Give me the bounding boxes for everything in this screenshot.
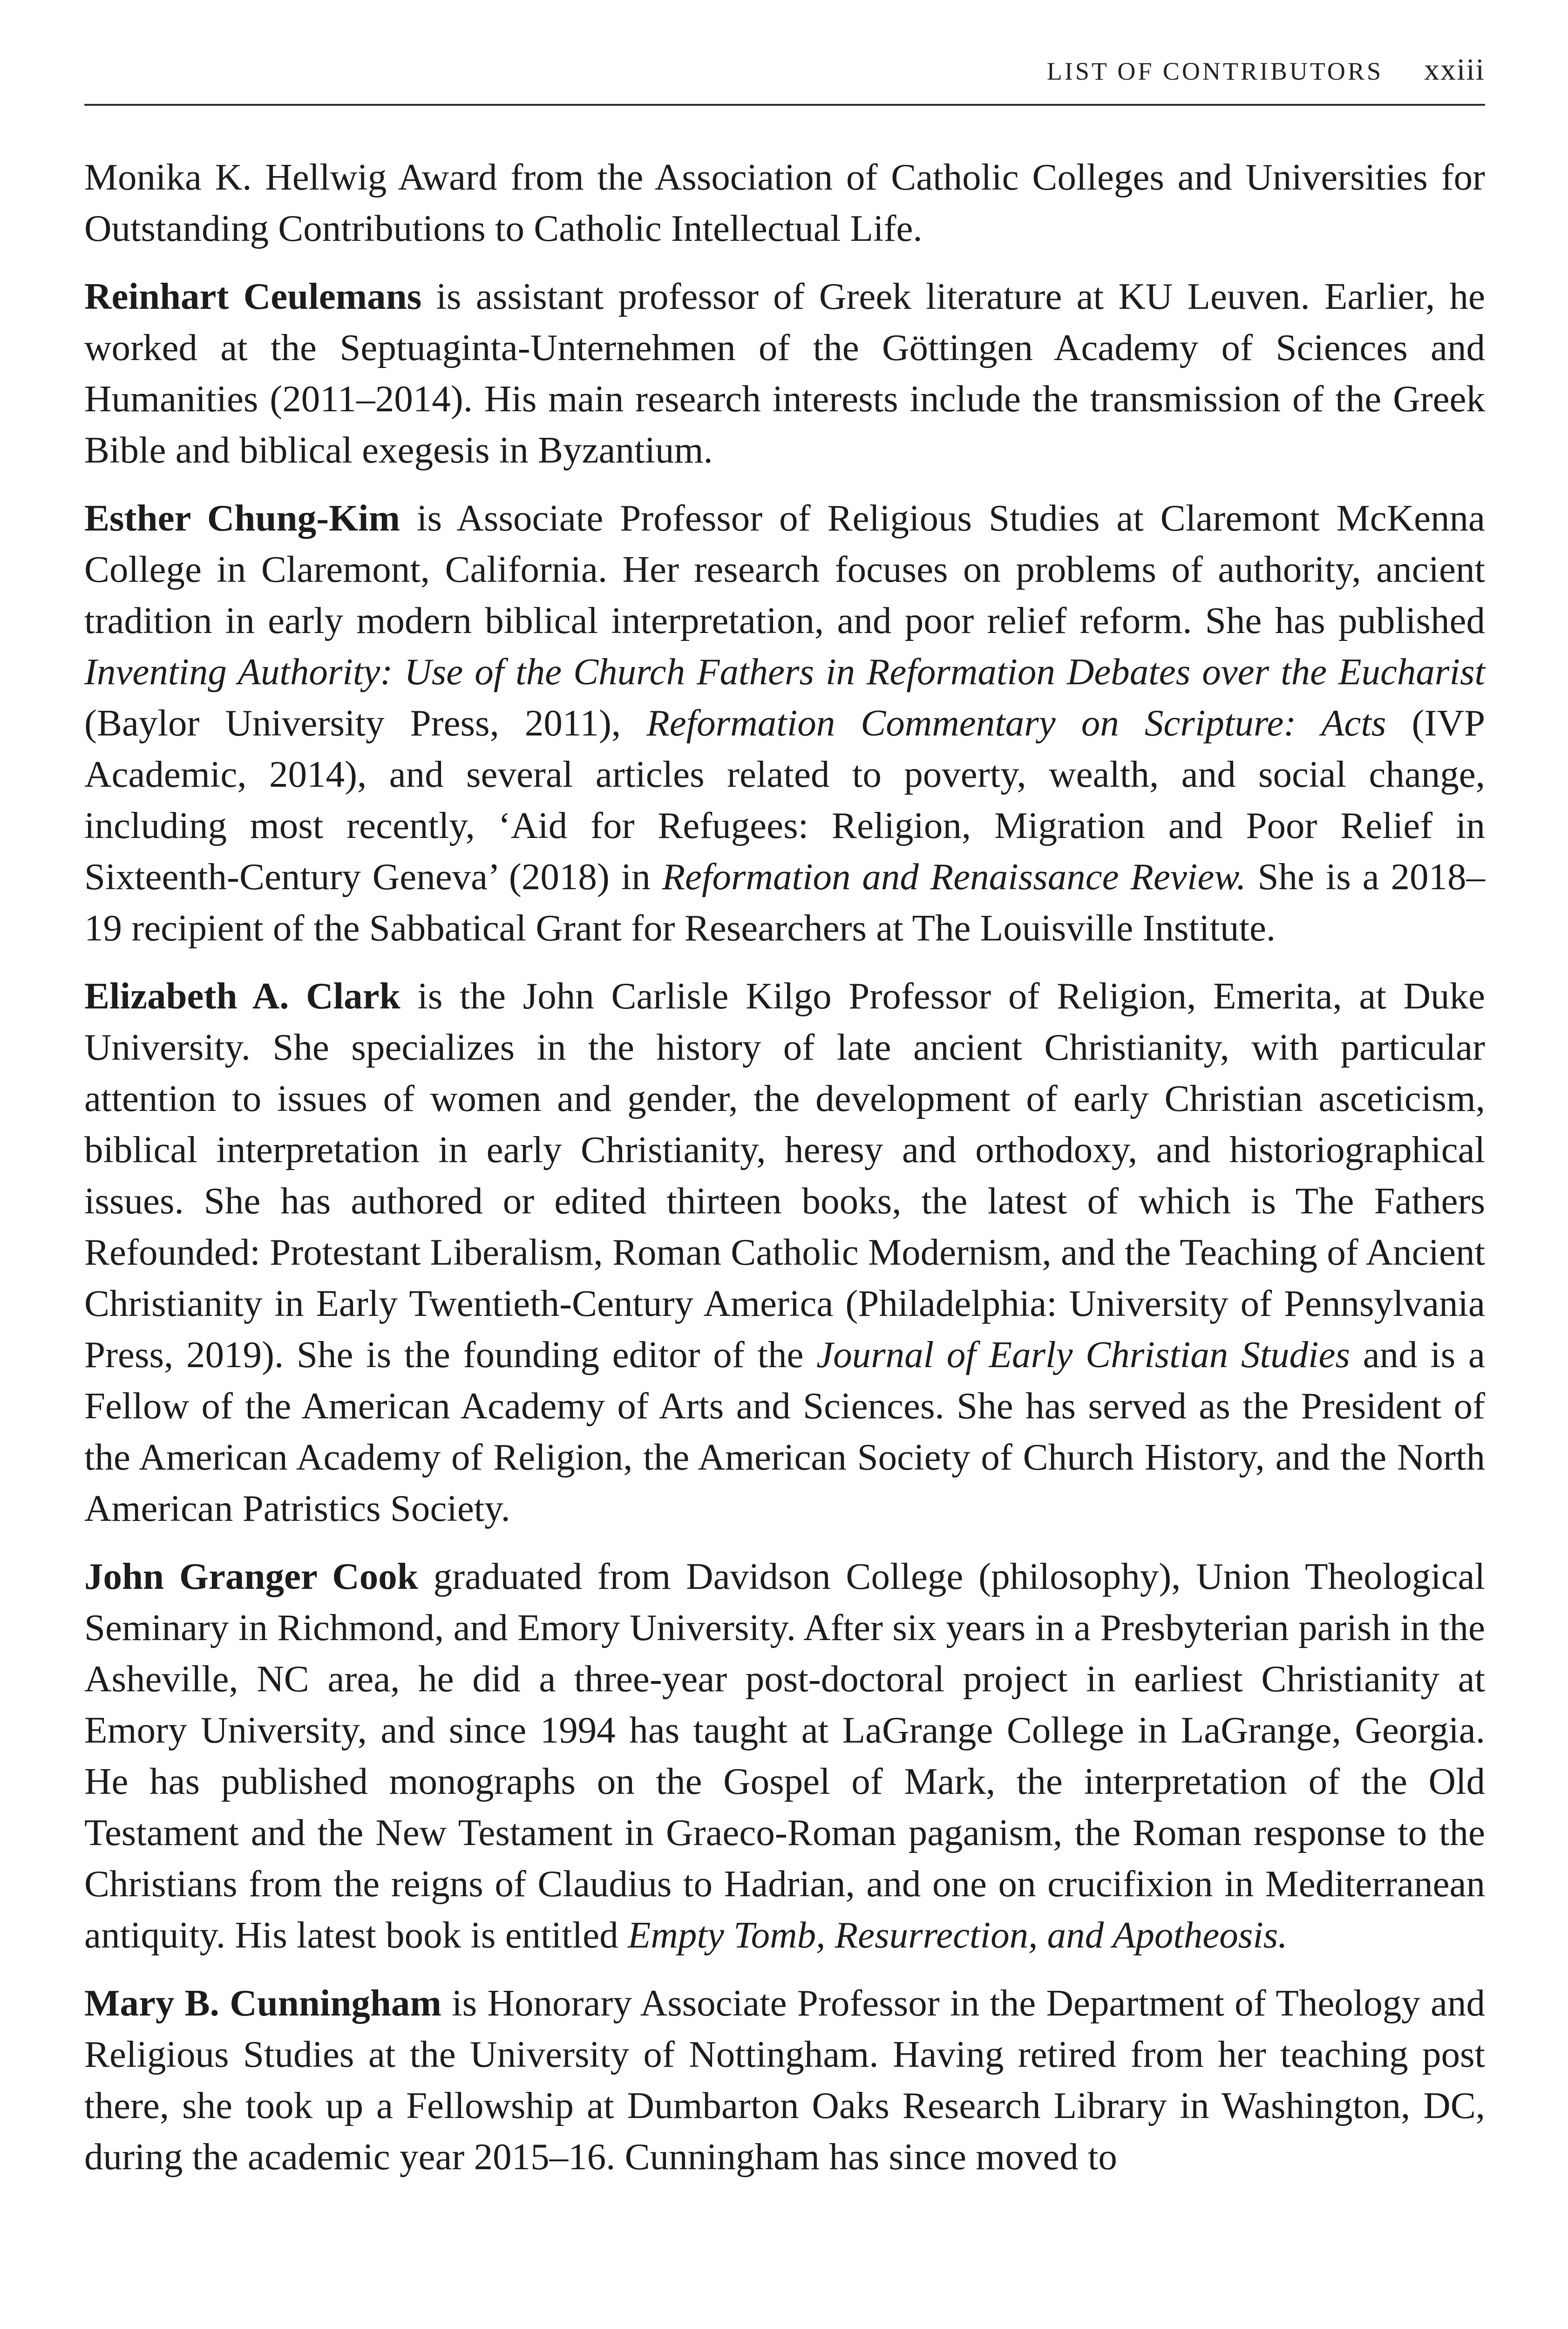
entry-text: is the John Carlisle Kilgo Professor of Religion, Emerita, at Duke University. She specializes in the history of late ancient Christianity, with particular attention to issues of women and gender, the development of early Christian asceticism, biblical interpretation in early Christianity, heresy and orthodoxy, and historiographical issues. She has authored or edited thirteen books, the latest of which is The Fathers Refounded: Protestant Liberalism, Roman Catholic Modernism, and the Teaching of Ancient Christianity in Early Twentieth-Century America (Philadelphia: University of Pennsylvania Press, 2019). She is the founding editor of the <box>84 975 1485 1376</box>
contributor-name: John Granger Cook <box>84 1555 418 1597</box>
running-head <box>1047 52 1485 88</box>
page-number: xxiii <box>1424 53 1485 87</box>
entry-text: and is a Fellow of the American Academy of Arts and Sciences. She has served as the President of the American Academy of Religion, the American Society of Church History, and the North American Patristics Society. <box>84 1334 1485 1529</box>
book-title: Empty Tomb, Resurrection, and Apotheosis. <box>627 1914 1288 1956</box>
contributor-name: Elizabeth A. Clark <box>84 975 400 1017</box>
book-title: Reformation Commentary on Scripture: Acts <box>646 702 1386 744</box>
entry-text: is assistant professor of Greek literature at KU Leuven. Earlier, he worked at the Septuaginta-Unternehmen of the Göttingen Academy of Sciences and Humanities (2011–2014). His main research interests include the transmission of the Greek Bible and biblical exegesis in Byzantium. <box>84 275 1485 471</box>
entry-text: Monika K. Hellwig Award from the Association of Catholic Colleges and Universities for Outstanding Contributions to Catholic Intellectual Life. <box>84 156 1485 249</box>
contributor-entry <box>84 1977 1485 2182</box>
entry-text: is Honorary Associate Professor in the Department of Theology and Religious Studies at the University of Nottingham. Having retired from her teaching post there, she took up a Fellowship at Dumbarton Oaks Research Library in Washington, DC, during the academic year 2015–16. Cunningham has since moved to <box>84 1982 1486 2178</box>
contributor-entry <box>84 492 1485 953</box>
contributor-entry <box>84 970 1485 1534</box>
contributor-entry <box>84 271 1485 476</box>
entry-text: (IVP Academic, 2014), and several articles related to poverty, wealth, and social change, including most recently, ‘Aid for Refugees: Religion, Migration and Poor Relief in Sixteenth-Century Geneva’ (2018) in <box>84 702 1486 898</box>
contributor-name: Mary B. Cunningham <box>84 1982 441 2024</box>
journal-title: Reformation and Renaissance Review. <box>662 856 1246 898</box>
entry-text: She is a 2018–19 recipient of the Sabbatical Grant for Researchers at The Louisville Institute. <box>84 856 1485 949</box>
book-page <box>84 0 1485 2329</box>
contributor-name: Reinhart Ceulemans <box>84 275 422 317</box>
running-title: LIST OF CONTRIBUTORS <box>1046 57 1383 85</box>
journal-title: Journal of Early Christian Studies <box>816 1334 1350 1376</box>
contributors-list <box>84 151 1485 2199</box>
entry-text: graduated from Davidson College (philosophy), Union Theological Seminary in Richmond, and Emory University. After six years in a Presbyterian parish in the Asheville, NC area, he did a three-year post-doctoral project in earliest Christianity at Emory University, and since 1994 has taught at LaGrange College in LaGrange, Georgia. He has published monographs on the Gospel of Mark, the interpretation of the Old Testament and the New Testament in Graeco-Roman paganism, the Roman response to the Christians from the reigns of Claudius to Hadrian, and one on crucifixion in Mediterranean antiquity. His latest book is entitled <box>84 1555 1485 1956</box>
book-title: Inventing Authority: Use of the Church Fathers in Reformation Debates over the Eucharist <box>84 651 1485 693</box>
contributor-entry <box>84 1551 1485 1961</box>
header-rule <box>84 104 1485 106</box>
entry-text: (Baylor University Press, 2011), <box>84 702 647 744</box>
contributor-entry-continued <box>84 151 1485 254</box>
contributor-name: Esther Chung-Kim <box>84 497 400 539</box>
entry-text: is Associate Professor of Religious Studies at Claremont McKenna College in Claremont, California. Her research focuses on problems of authority, ancient tradition in early modern biblical interpretation, and poor relief reform. She has published <box>84 497 1485 641</box>
